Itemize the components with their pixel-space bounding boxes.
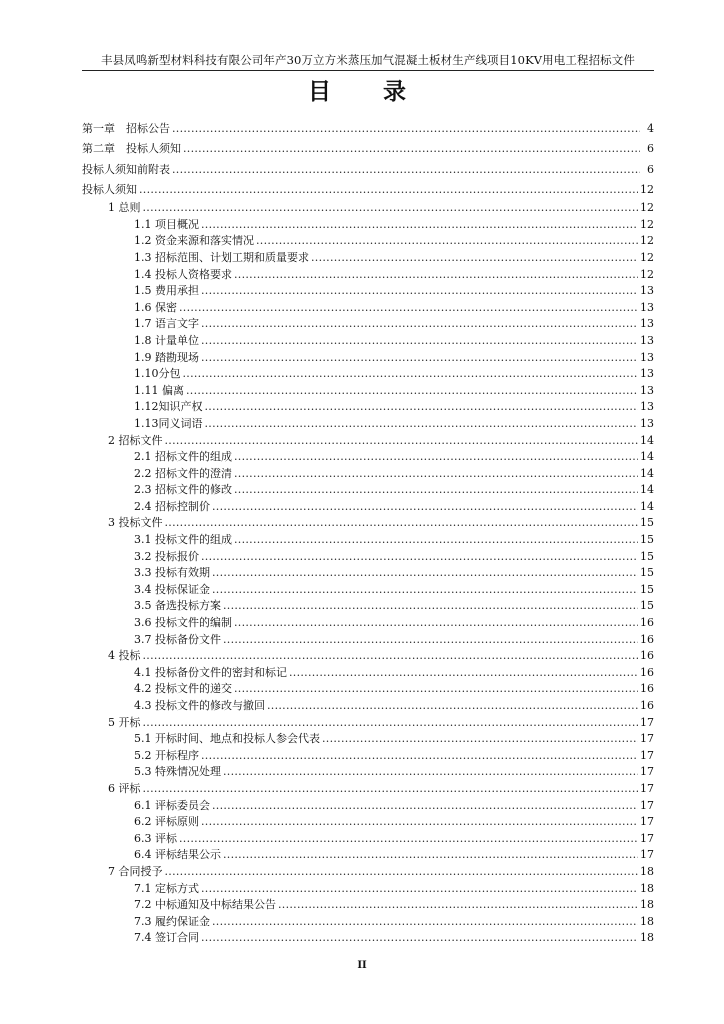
toc-entry-page: 15 — [640, 582, 654, 596]
toc-leader-dots — [165, 433, 639, 450]
toc-entry-title: 7.3 履约保证金 — [134, 914, 210, 928]
toc-entry-page: 12 — [640, 250, 654, 264]
toc-leader-dots — [201, 283, 638, 300]
toc-entry-page: 6 — [647, 142, 654, 156]
toc-entry-title: 1.12知识产权 — [134, 400, 203, 414]
toc-entry[interactable] — [82, 764, 654, 781]
toc-entry[interactable] — [82, 648, 654, 665]
toc-leader-dots — [172, 160, 640, 180]
toc-entry-title: 1.3 招标范围、计划工期和质量要求 — [134, 250, 309, 264]
toc-entry[interactable] — [82, 333, 654, 350]
toc-entry-page: 16 — [640, 649, 654, 663]
toc-entry-page: 18 — [640, 881, 654, 895]
toc-entry[interactable] — [82, 449, 654, 466]
toc-entry[interactable] — [82, 831, 654, 848]
toc-entry[interactable] — [82, 632, 654, 649]
toc-entry[interactable] — [82, 881, 654, 898]
toc-entry-page: 12 — [640, 267, 654, 281]
toc-entry[interactable] — [82, 715, 654, 732]
toc-entry-page: 15 — [640, 599, 654, 613]
toc-leader-dots — [205, 399, 639, 416]
toc-entry-title: 4 投标 — [108, 649, 141, 663]
toc-leader-dots — [179, 831, 638, 848]
toc-entry-title: 7 合同授予 — [108, 864, 163, 878]
toc-leader-dots — [234, 681, 638, 698]
toc-entry-title: 5.1 开标时间、地点和投标人参会代表 — [134, 732, 320, 746]
toc-entry[interactable] — [82, 781, 654, 798]
toc-entry-title: 3.5 备选投标方案 — [134, 599, 221, 613]
page-title: 目 录 — [307, 79, 428, 105]
toc-entry-page: 17 — [640, 798, 654, 812]
toc-entry[interactable] — [82, 160, 654, 180]
toc-entry[interactable] — [82, 515, 654, 532]
toc-entry-page: 15 — [640, 533, 654, 547]
toc-entry-title: 7.1 定标方式 — [134, 881, 199, 895]
toc-entry-page: 13 — [640, 284, 654, 298]
toc-leader-dots — [212, 565, 638, 582]
toc-entry-title: 6.3 评标 — [134, 831, 177, 845]
toc-entry-page: 17 — [640, 848, 654, 862]
toc-entry-title: 投标人须知前附表 — [82, 162, 170, 176]
toc-leader-dots — [179, 300, 638, 317]
toc-entry-title: 5.2 开标程序 — [134, 748, 199, 762]
toc-leader-dots — [212, 798, 638, 815]
toc-entry[interactable] — [82, 565, 654, 582]
toc-entry[interactable] — [82, 119, 654, 139]
toc-leader-dots — [172, 119, 640, 139]
toc-entry[interactable] — [82, 416, 654, 433]
toc-leader-dots — [212, 499, 638, 516]
toc-entry[interactable] — [82, 300, 654, 317]
toc-entry[interactable] — [82, 366, 654, 383]
page-header: 丰县凤鸣新型材料科技有限公司年产30万立方米蒸压加气混凝土板材生产线项目10KV用电工程招标文件 — [82, 50, 654, 71]
toc-leader-dots — [165, 864, 639, 881]
toc-entry[interactable] — [82, 482, 654, 499]
toc-entry[interactable] — [82, 549, 654, 566]
toc-entry-title: 5 开标 — [108, 715, 141, 729]
toc-entry-title: 1.1 项目概况 — [134, 217, 199, 231]
toc-entry[interactable] — [82, 383, 654, 400]
toc-entry-title: 1.9 踏勘现场 — [134, 350, 199, 364]
toc-entry-title: 1.4 投标人资格要求 — [134, 267, 232, 281]
toc-entry-page: 16 — [640, 616, 654, 630]
toc-leader-dots — [289, 665, 638, 682]
toc-leader-dots — [223, 847, 638, 864]
toc-leader-dots — [139, 180, 638, 200]
toc-leader-dots — [234, 615, 638, 632]
toc-entry-page: 12 — [640, 217, 654, 231]
toc-entry[interactable] — [82, 930, 654, 947]
toc-leader-dots — [212, 914, 638, 931]
toc-entry-page: 17 — [640, 732, 654, 746]
toc-leader-dots — [143, 648, 639, 665]
toc-leader-dots — [212, 582, 638, 599]
toc-entry-page: 13 — [640, 333, 654, 347]
toc-entry-title: 6 评标 — [108, 781, 141, 795]
toc-entry[interactable] — [82, 582, 654, 599]
toc-entry-title: 2.3 招标文件的修改 — [134, 483, 232, 497]
toc-entry-page: 6 — [647, 162, 654, 176]
toc-leader-dots — [201, 333, 638, 350]
toc-leader-dots — [183, 366, 639, 383]
toc-entry[interactable] — [82, 731, 654, 748]
toc-entry-page: 17 — [640, 781, 654, 795]
toc-entry-title: 1.5 费用承担 — [134, 284, 199, 298]
toc-entry[interactable] — [82, 748, 654, 765]
toc-entry-title: 4.1 投标备份文件的密封和标记 — [134, 665, 287, 679]
toc-entry[interactable] — [82, 798, 654, 815]
toc-leader-dots — [322, 731, 638, 748]
toc-entry-page: 12 — [640, 234, 654, 248]
toc-entry[interactable] — [82, 698, 654, 715]
toc-entry-title: 3.1 投标文件的组成 — [134, 533, 232, 547]
toc-leader-dots — [143, 781, 639, 798]
toc-entry-page: 14 — [640, 466, 654, 480]
toc-entry[interactable] — [82, 864, 654, 881]
toc-entry-page: 18 — [640, 864, 654, 878]
toc-entry-title: 1 总则 — [108, 201, 141, 215]
toc-entry-page: 15 — [640, 566, 654, 580]
toc-entry-title: 3.6 投标文件的编制 — [134, 616, 232, 630]
toc-entry-title: 4.3 投标文件的修改与撤回 — [134, 699, 265, 712]
toc-entry[interactable] — [82, 316, 654, 333]
toc-entry[interactable] — [82, 433, 654, 450]
toc-entry[interactable] — [82, 914, 654, 931]
toc-entry-title: 6.1 评标委员会 — [134, 798, 210, 812]
toc-entry-page: 18 — [640, 914, 654, 928]
toc-entry[interactable] — [82, 180, 654, 200]
toc-entry[interactable] — [82, 233, 654, 250]
toc-entry[interactable] — [82, 665, 654, 682]
toc-entry-title: 第二章 投标人须知 — [82, 142, 181, 156]
toc-entry[interactable] — [82, 466, 654, 483]
toc-leader-dots — [267, 698, 638, 715]
toc-leader-dots — [234, 449, 638, 466]
toc-leader-dots — [201, 217, 638, 234]
toc-entry-page: 16 — [640, 632, 654, 646]
toc-entry-title: 1.10分包 — [134, 367, 181, 381]
toc-entry-title: 投标人须知 — [82, 182, 137, 196]
toc-leader-dots — [201, 748, 638, 765]
toc-entry-title: 1.7 语言文字 — [134, 317, 199, 331]
toc-leader-dots — [183, 139, 640, 159]
toc-leader-dots — [234, 532, 638, 549]
toc-entry-title: 3.3 投标有效期 — [134, 566, 210, 580]
toc-entry[interactable] — [82, 250, 654, 267]
toc-entry-page: 14 — [640, 450, 654, 464]
toc-entry-page: 16 — [640, 665, 654, 679]
toc-leader-dots — [201, 549, 638, 566]
toc-entry-title: 1.6 保密 — [134, 300, 177, 314]
toc-entry[interactable] — [82, 283, 654, 300]
toc-leader-dots — [201, 814, 638, 831]
toc-entry-title: 4.2 投标文件的递交 — [134, 682, 232, 696]
toc-entry-title: 5.3 特殊情况处理 — [134, 765, 221, 779]
toc-entry-page: 17 — [640, 815, 654, 829]
toc-leader-dots — [205, 416, 639, 433]
toc-entry-page: 16 — [640, 699, 654, 712]
toc-entry-page: 17 — [640, 765, 654, 779]
toc-entry-title: 2.2 招标文件的澄清 — [134, 466, 232, 480]
toc-leader-dots — [186, 383, 638, 400]
toc-entry-page: 13 — [640, 350, 654, 364]
toc-entry[interactable] — [82, 814, 654, 831]
toc-entry-title: 3 投标文件 — [108, 516, 163, 530]
toc-entry-title: 1.8 计量单位 — [134, 333, 199, 347]
toc-entry[interactable] — [82, 897, 654, 914]
toc-entry-page: 16 — [640, 682, 654, 696]
page-number: II — [357, 960, 367, 971]
toc-leader-dots — [234, 267, 638, 284]
toc-entry-page: 17 — [640, 748, 654, 762]
toc-entry-page: 14 — [640, 483, 654, 497]
toc-entry-page: 15 — [640, 549, 654, 563]
toc-entry-title: 1.2 资金来源和落实情况 — [134, 234, 254, 248]
toc-leader-dots — [201, 316, 638, 333]
toc-entry[interactable] — [82, 499, 654, 516]
toc-entry-title: 3.2 投标报价 — [134, 549, 199, 563]
toc-leader-dots — [234, 482, 638, 499]
toc-leader-dots — [223, 598, 638, 615]
toc-entry-title: 1.11 偏离 — [134, 383, 184, 397]
table-of-contents — [82, 119, 654, 947]
toc-leader-dots — [311, 250, 638, 267]
toc-leader-dots — [223, 764, 638, 781]
toc-entry-title: 3.4 投标保证金 — [134, 582, 210, 596]
toc-entry[interactable] — [82, 350, 654, 367]
toc-leader-dots — [223, 632, 638, 649]
toc-entry-page: 4 — [647, 122, 654, 135]
toc-entry-page: 12 — [640, 182, 654, 196]
toc-entry-page: 14 — [640, 499, 654, 513]
toc-entry-page: 12 — [640, 201, 654, 215]
toc-entry-page: 18 — [640, 931, 654, 945]
toc-entry-page: 13 — [640, 300, 654, 314]
toc-entry-page: 13 — [640, 400, 654, 414]
toc-entry-page: 15 — [640, 516, 654, 530]
toc-entry[interactable] — [82, 615, 654, 632]
toc-entry-title: 2 招标文件 — [108, 433, 163, 447]
toc-leader-dots — [143, 715, 639, 732]
toc-entry-page: 17 — [640, 831, 654, 845]
toc-leader-dots — [201, 350, 638, 367]
toc-entry-title: 3.7 投标备份文件 — [134, 632, 221, 646]
toc-entry-title: 2.1 招标文件的组成 — [134, 450, 232, 464]
toc-entry-page: 13 — [640, 383, 654, 397]
toc-entry[interactable] — [82, 399, 654, 416]
toc-entry[interactable] — [82, 532, 654, 549]
toc-leader-dots — [278, 897, 638, 914]
toc-leader-dots — [234, 466, 638, 483]
toc-leader-dots — [165, 515, 639, 532]
toc-entry-title: 6.4 评标结果公示 — [134, 848, 221, 862]
toc-leader-dots — [143, 200, 639, 217]
toc-entry-title: 6.2 评标原则 — [134, 815, 199, 829]
toc-entry-title: 第一章 招标公告 — [82, 122, 170, 135]
toc-entry[interactable] — [82, 847, 654, 864]
toc-entry-title: 7.2 中标通知及中标结果公告 — [134, 898, 276, 912]
toc-entry-page: 14 — [640, 433, 654, 447]
toc-entry-title: 7.4 签订合同 — [134, 931, 199, 945]
toc-entry-page: 13 — [640, 317, 654, 331]
toc-entry-page: 17 — [640, 715, 654, 729]
toc-entry[interactable] — [82, 217, 654, 234]
toc-entry-page: 13 — [640, 416, 654, 430]
toc-leader-dots — [256, 233, 638, 250]
toc-entry-page: 13 — [640, 367, 654, 381]
toc-entry-title: 2.4 招标控制价 — [134, 499, 210, 513]
toc-leader-dots — [201, 930, 638, 947]
toc-entry[interactable] — [82, 267, 654, 284]
toc-entry[interactable] — [82, 598, 654, 615]
toc-entry[interactable] — [82, 200, 654, 217]
toc-entry[interactable] — [82, 681, 654, 698]
toc-entry[interactable] — [82, 139, 654, 159]
toc-leader-dots — [201, 881, 638, 898]
toc-entry-title: 1.13同义词语 — [134, 416, 203, 430]
toc-entry-page: 18 — [640, 898, 654, 912]
